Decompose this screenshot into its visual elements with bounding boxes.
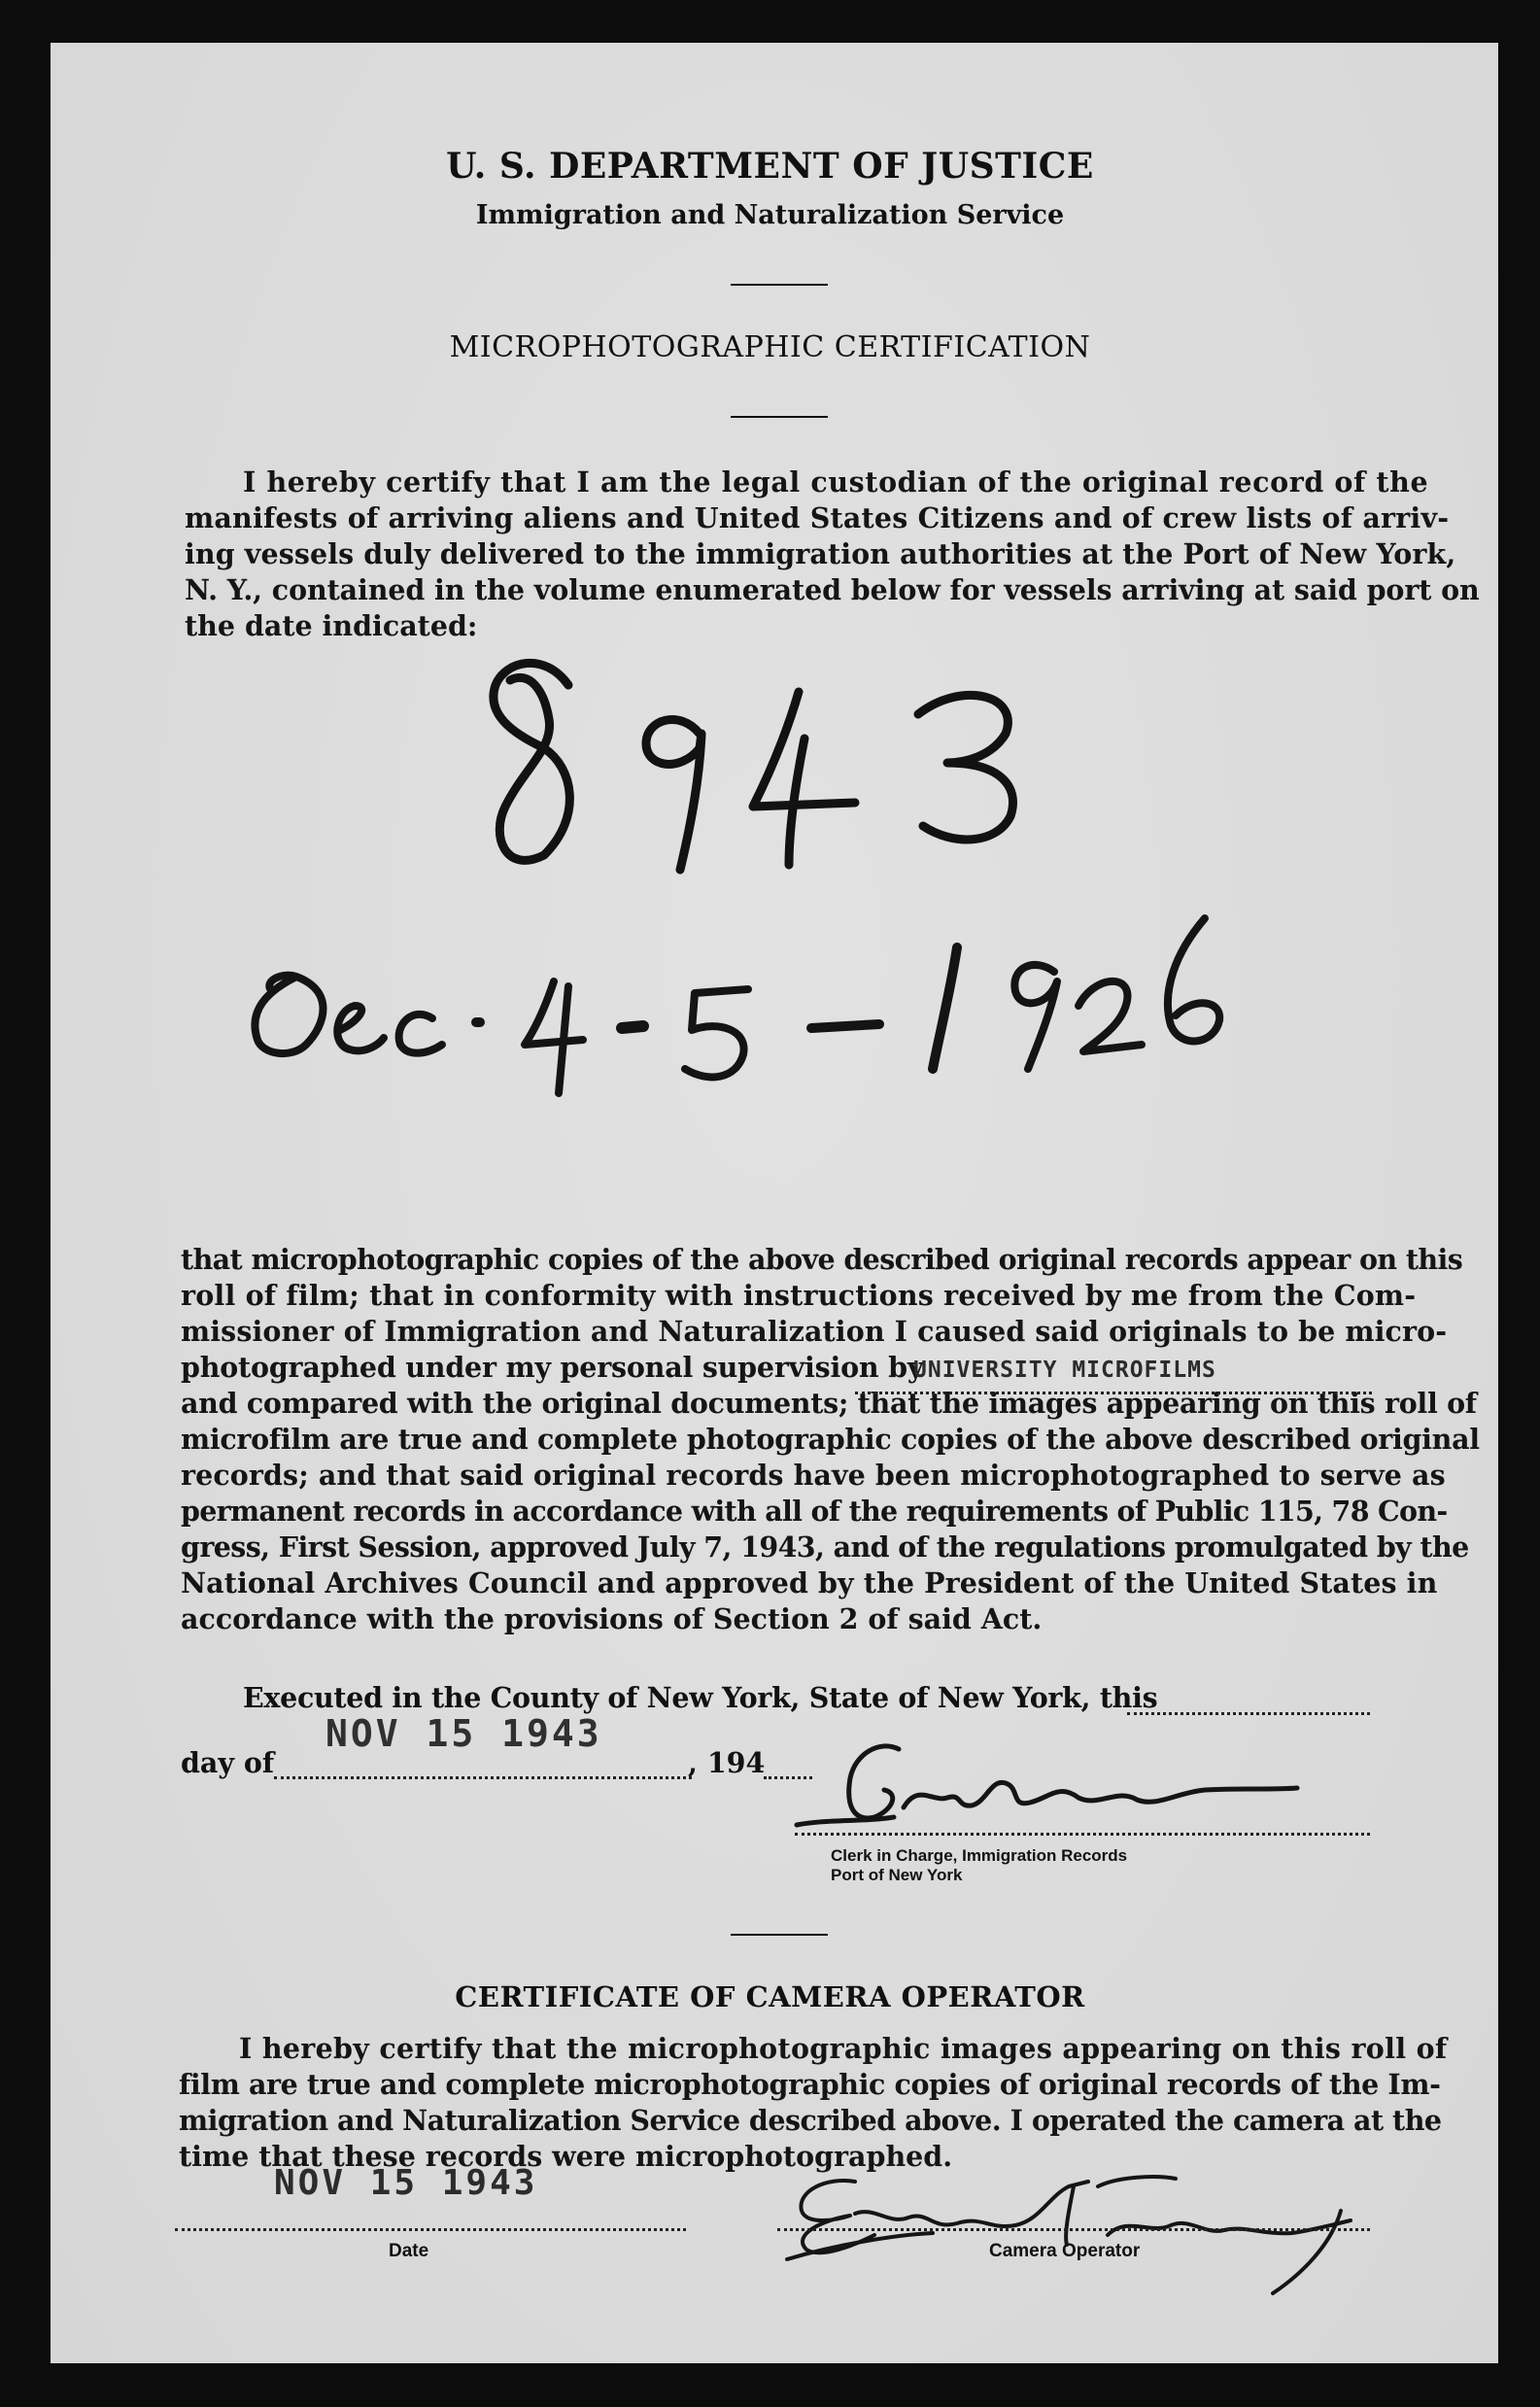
clerk-title-line: Clerk in Charge, Immigration Records xyxy=(831,1846,1128,1865)
body-line: microfilm are true and complete photographic copies of the above described original xyxy=(181,1423,1480,1456)
body-line: permanent records in accordance with all of the requirements of Public 115, 78 Con- xyxy=(181,1495,1448,1528)
camera-line: film are true and complete microphotographic copies of original records of the Im- xyxy=(179,2068,1441,2101)
camera-certificate-title: CERTIFICATE OF CAMERA OPERATOR xyxy=(455,1980,1085,2013)
intro-line: N. Y., contained in the volume enumerated below for vessels arriving at said port on xyxy=(185,573,1480,606)
executed-text: Executed in the County of New York, State of New York, this xyxy=(243,1681,1158,1714)
body-line: gress, First Session, approved July 7, 1943, and of the regulations promulgated by the xyxy=(181,1530,1469,1564)
intro-line: manifests of arriving aliens and United States Citizens and of crew lists of arriv- xyxy=(185,501,1450,534)
year-prefix: , 194 xyxy=(688,1746,766,1779)
body-line: roll of film; that in conformity with instructions received by me from the Com- xyxy=(181,1279,1417,1312)
executed-date-stamp: NOV 15 1943 xyxy=(325,1712,602,1755)
service-subheading: Immigration and Naturalization Service xyxy=(475,200,1065,230)
body-line: missioner of Immigration and Naturalization I caused said originals to be micro- xyxy=(181,1315,1448,1348)
camera-operator-line xyxy=(777,2228,1370,2231)
document-title: MICROPHOTOGRAPHIC CERTIFICATION xyxy=(449,330,1091,364)
camera-line: I hereby certify that the microphotographic images appearing on this roll of xyxy=(239,2032,1448,2065)
department-heading: U. S. DEPARTMENT OF JUSTICE xyxy=(446,146,1094,187)
body-line: photographed under my personal supervision by xyxy=(181,1351,924,1384)
body-line: National Archives Council and approved by the President of the United States in xyxy=(181,1566,1438,1599)
intro-line: the date indicated: xyxy=(185,609,478,642)
clerk-port-line: Port of New York xyxy=(831,1866,963,1884)
body-line: records; and that said original records have been microphotographed to serve as xyxy=(181,1459,1446,1492)
camera-line: time that these records were microphotographed. xyxy=(179,2140,953,2173)
supervisor-stamp: UNIVERSITY MICROFILMS xyxy=(913,1358,1216,1383)
body-line: that microphotographic copies of the above described original records appear on this xyxy=(181,1243,1463,1276)
body-line: and compared with the original documents; that the images appearing on this roll of xyxy=(181,1387,1477,1420)
date-label: Date xyxy=(389,2241,429,2261)
camera-operator-label: Camera Operator xyxy=(989,2241,1141,2261)
intro-line: I hereby certify that I am the legal custodian of the original record of the xyxy=(243,465,1429,499)
day-of-label: day of xyxy=(181,1746,275,1779)
camera-line: migration and Naturalization Service described above. I operated the camera at the xyxy=(179,2104,1442,2137)
camera-date-stamp: NOV 15 1943 xyxy=(274,2163,538,2203)
body-line: accordance with the provisions of Section 2 of said Act. xyxy=(181,1602,1043,1635)
intro-line: ing vessels duly delivered to the immigration authorities at the Port of New York, xyxy=(185,537,1456,570)
